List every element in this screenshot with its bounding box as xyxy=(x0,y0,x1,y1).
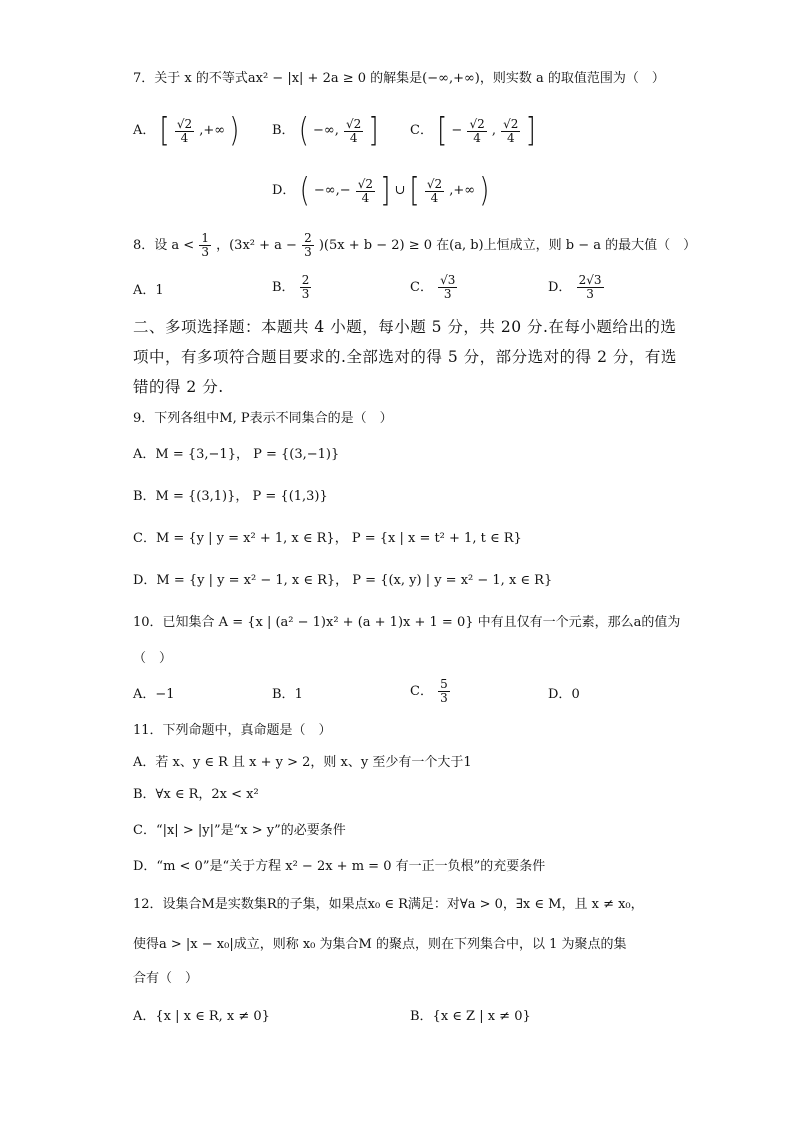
fraction: $\frac{√2}{4}$ xyxy=(357,176,374,205)
q10-option-c: C． $\frac{5}{3}$ xyxy=(410,677,448,705)
q11-stem: 11．下列命题中，真命题是（ ） xyxy=(133,723,332,738)
fraction: $\frac{5}{3}$ xyxy=(440,677,448,705)
fraction: $\frac{√2}{4}$ xyxy=(176,116,193,145)
q7-option-d: D． ( −∞,− $\frac{√2}{4}$ ] ∪ [ $\frac{√2}{4}$ ,+∞ ) xyxy=(272,172,490,210)
section-heading-line-2: 项中，有多项符合题目要求的.全部选对的得 5 分，部分选对的得 2 分，有选 xyxy=(133,348,677,366)
q10-option-d: D．0 xyxy=(548,687,580,702)
fraction: $\frac{√2}{4}$ xyxy=(503,116,519,145)
q11-option-b: B．∀x ∈ R，2x < x² xyxy=(133,787,259,802)
q9-option-a: A．M = {3,−1}， P = {(3,−1)} xyxy=(133,447,340,462)
q10-stem: 10．已知集合 A = {x | (a² − 1)x² + (a + 1)x + 1 = 0} 中有且仅有一个元素，那么a的值为 xyxy=(133,615,681,630)
q7-option-c: C． [ − $\frac{√2}{4}$ , $\frac{√2}{4}$ ] xyxy=(410,112,536,150)
fraction: $\frac{2}{3}$ xyxy=(304,231,312,259)
fraction: $\frac{2√3}{3}$ xyxy=(578,273,602,301)
q12-line-3: 合有（ ） xyxy=(133,971,199,986)
q8-option-b: B． $\frac{2}{3}$ xyxy=(272,273,310,301)
q12-line-1: 12．设集合M是实数集R的子集，如果点x₀ ∈ R满足：对∀a > 0，∃x ∈ M，且 x ≠ x₀， xyxy=(133,897,644,912)
q10-paren: （ ） xyxy=(133,651,173,666)
q10-option-b: B．1 xyxy=(272,687,303,702)
q11-option-a: A．若 x、y ∈ R 且 x + y > 2，则 x、y 至少有一个大于1 xyxy=(133,755,472,770)
q7-option-a: A． [ $\frac{√2}{4}$ ,+∞ ) xyxy=(133,112,240,150)
q11-option-c: C．“|x| > |y|”是“x > y”的必要条件 xyxy=(133,823,346,838)
q9-option-d: D．M = {y | y = x² − 1, x ∈ R}， P = {(x, y) | y = x² − 1, x ∈ R} xyxy=(133,573,553,588)
q12-line-2: 使得a > |x − x₀|成立，则称 x₀ 为集合M 的聚点，则在下列集合中，以 1 为聚点的集 xyxy=(133,937,627,952)
q11-option-d: D．“m < 0”是“关于方程 x² − 2x + m = 0 有一正一负根”的充要条件 xyxy=(133,859,546,874)
q12-option-b: B．{x ∈ Z | x ≠ 0} xyxy=(410,1009,531,1024)
q9-option-c: C．M = {y | y = x² + 1, x ∈ R}， P = {x | x = t² + 1, t ∈ R} xyxy=(133,531,522,546)
fraction: $\frac{1}{3}$ xyxy=(201,231,209,259)
fraction: $\frac{2}{3}$ xyxy=(301,273,310,301)
fraction: $\frac{√2}{4}$ xyxy=(346,116,362,145)
fraction: $\frac{√3}{3}$ xyxy=(440,273,456,301)
q9-option-b: B．M = {(3,1)}， P = {(1,3)} xyxy=(133,489,328,504)
q8-stem: 8．设 a < $\frac{1}{3}$ ，(3x² + a − $\frac{2}{3}$ )(5x + b − 2) ≥ 0 在(a, b)上恒成立，则 b − a 的最大值（ ） xyxy=(133,231,697,259)
section-heading-line-3: 错的得 2 分. xyxy=(133,378,224,396)
q9-stem: 9．下列各组中M, P表示不同集合的是（ ） xyxy=(133,411,393,426)
q7-stem: 7．关于 x 的不等式ax² − |x| + 2a ≥ 0 的解集是(−∞,+∞)，则实数 a 的取值范围为（ ） xyxy=(133,71,665,86)
q8-option-c: C． $\frac{√3}{3}$ xyxy=(410,273,456,301)
q8-option-a: A．1 xyxy=(133,283,164,298)
q10-option-a: A．−1 xyxy=(133,687,175,702)
fraction: $\frac{√2}{4}$ xyxy=(469,116,485,145)
q12-option-a: A．{x | x ∈ R, x ≠ 0} xyxy=(133,1009,270,1024)
fraction: $\frac{√2}{4}$ xyxy=(426,176,443,205)
q8-option-d: D． $\frac{2√3}{3}$ xyxy=(548,273,602,301)
section-heading-line-1: 二、多项选择题：本题共 4 小题，每小题 5 分，共 20 分.在每小题给出的选 xyxy=(133,318,677,336)
q7-option-b: B． ( −∞, $\frac{√2}{4}$ ] xyxy=(272,112,379,150)
